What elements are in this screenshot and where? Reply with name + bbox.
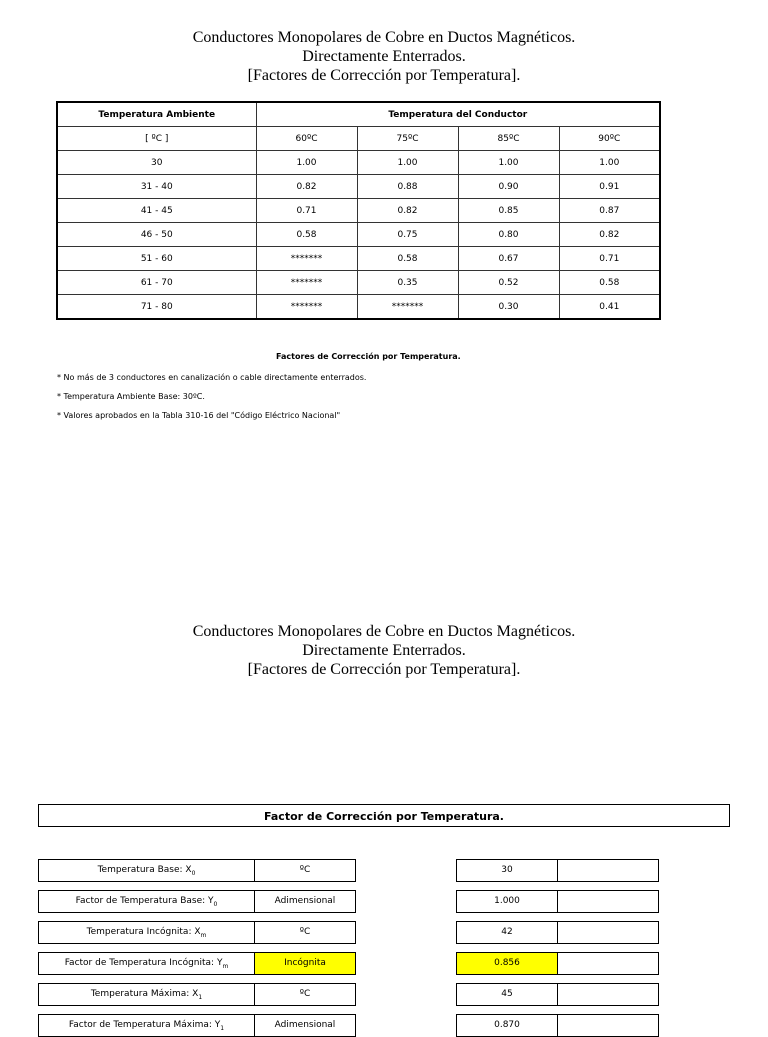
calc-value[interactable]: 42: [456, 921, 558, 944]
note-item: * No más de 3 conductores en canalización o cable directamente enterrados.: [57, 373, 367, 382]
row-value: 0.91: [559, 175, 660, 199]
calc-value[interactable]: 1.000: [456, 890, 558, 913]
calc-value[interactable]: 0.870: [456, 1014, 558, 1037]
calc-unit-highlighted: Incógnita: [254, 952, 356, 975]
calc-label: Factor de Temperatura Base: $Y_0$: [38, 890, 255, 913]
calc-empty-cell: [557, 921, 659, 944]
row-value: 0.58: [357, 247, 458, 271]
row-range: 31 - 40: [57, 175, 256, 199]
row-value: 1.00: [357, 151, 458, 175]
row-value: 0.58: [256, 223, 357, 247]
calc-unit: Adimensional: [254, 1014, 356, 1037]
row-value: 0.71: [256, 199, 357, 223]
row-value: 0.35: [357, 271, 458, 295]
row-value: 0.52: [458, 271, 559, 295]
calc-label: Temperatura Incógnita: $X_m$: [38, 921, 255, 944]
row-value: 0.88: [357, 175, 458, 199]
calc-value[interactable]: 45: [456, 983, 558, 1006]
row-value: 0.82: [559, 223, 660, 247]
calc-empty-cell: [557, 1014, 659, 1037]
row-value: 0.85: [458, 199, 559, 223]
calc-unit: ºC: [254, 921, 356, 944]
calc-section-banner: Factor de Corrección por Temperatura.: [38, 804, 730, 827]
title-line-3: [Factores de Corrección por Temperatura].: [247, 67, 521, 84]
row-range: 30: [57, 151, 256, 175]
calc-unit: ºC: [254, 859, 356, 882]
row-range: 41 - 45: [57, 199, 256, 223]
table-row: [57, 223, 660, 247]
calc-label: Temperatura Máxima: $X_1$: [38, 983, 255, 1006]
row-value: 0.67: [458, 247, 559, 271]
document-title-top: [0, 28, 768, 85]
title-line-2: Directamente Enterrados.: [302, 642, 466, 659]
document-title-bottom: [0, 622, 768, 679]
row-value: 0.90: [458, 175, 559, 199]
table-row: [57, 151, 660, 175]
row-value: 0.58: [559, 271, 660, 295]
calc-empty-cell: [557, 952, 659, 975]
calc-unit: ºC: [254, 983, 356, 1006]
header-conductor-temperature: Temperatura del Conductor: [256, 102, 660, 127]
correction-factor-table: [56, 101, 661, 320]
row-value: 0.87: [559, 199, 660, 223]
row-range: 71 - 80: [57, 295, 256, 320]
header-unit: [ ºC ]: [57, 127, 256, 151]
row-value: *******: [256, 271, 357, 295]
row-value: *******: [357, 295, 458, 320]
calc-label: Factor de Temperatura Máxima: $Y_1$: [38, 1014, 255, 1037]
table-row: [57, 199, 660, 223]
row-range: 51 - 60: [57, 247, 256, 271]
title-line-1: Conductores Monopolares de Cobre en Ductos Magnéticos.: [192, 623, 576, 640]
calc-value[interactable]: 30: [456, 859, 558, 882]
table-row: [57, 175, 660, 199]
calc-empty-cell: [557, 983, 659, 1006]
table-row: [57, 271, 660, 295]
row-value: 0.80: [458, 223, 559, 247]
row-value: 0.82: [357, 199, 458, 223]
calc-label: Temperatura Base: $X_0$: [38, 859, 255, 882]
calc-result-highlighted[interactable]: 0.856: [456, 952, 558, 975]
title-line-3: [Factores de Corrección por Temperatura].: [247, 661, 521, 678]
note-item: * Temperatura Ambiente Base: 30ºC.: [57, 392, 205, 401]
row-value: 0.71: [559, 247, 660, 271]
table-row: [57, 295, 660, 320]
header-temp-60: 60ºC: [256, 127, 357, 151]
header-ambient-temperature: Temperatura Ambiente: [57, 102, 256, 127]
row-value: 0.75: [357, 223, 458, 247]
row-value: 0.30: [458, 295, 559, 320]
row-range: 61 - 70: [57, 271, 256, 295]
row-value: 0.82: [256, 175, 357, 199]
row-value: 1.00: [559, 151, 660, 175]
row-value: 1.00: [458, 151, 559, 175]
row-value: 0.41: [559, 295, 660, 320]
row-value: 1.00: [256, 151, 357, 175]
calc-empty-cell: [557, 890, 659, 913]
notes-title: Factores de Corrección por Temperatura.: [276, 352, 461, 361]
header-temp-85: 85ºC: [458, 127, 559, 151]
row-value: *******: [256, 295, 357, 320]
row-value: *******: [256, 247, 357, 271]
header-temp-75: 75ºC: [357, 127, 458, 151]
title-line-2: Directamente Enterrados.: [302, 48, 466, 65]
note-item: * Valores aprobados en la Tabla 310-16 del "Código Eléctrico Nacional": [57, 411, 341, 420]
calc-label: Factor de Temperatura Incógnita: $Y_m$: [38, 952, 255, 975]
title-line-1: Conductores Monopolares de Cobre en Ductos Magnéticos.: [192, 29, 576, 46]
calc-empty-cell: [557, 859, 659, 882]
row-range: 46 - 50: [57, 223, 256, 247]
header-temp-90: 90ºC: [559, 127, 660, 151]
calc-unit: Adimensional: [254, 890, 356, 913]
table-row: [57, 247, 660, 271]
